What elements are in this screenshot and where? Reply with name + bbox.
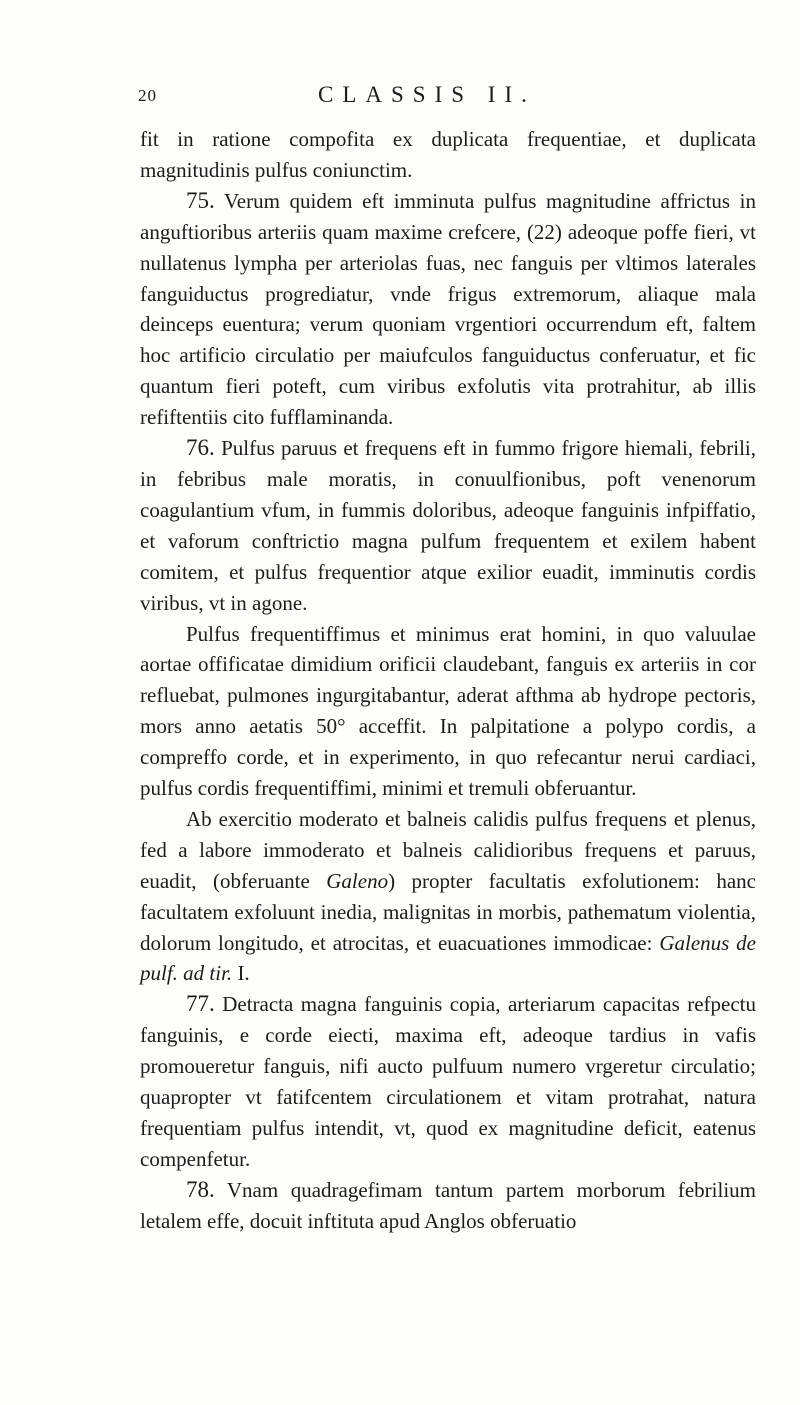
paragraph-text: Vnam quadragefimam tantum partem morborum febrilium letalem effe, docuit inftituta apud Anglos obferuatio — [140, 1177, 756, 1233]
body-text — [140, 124, 756, 1237]
citation-galeno: Galeno — [326, 868, 389, 893]
paragraph-text: fit in ratione compofita ex duplicata frequentiae, et duplicata magnitudinis pulfus coniunctim. — [140, 127, 756, 182]
section-number: 75. — [186, 187, 215, 213]
section-number: 77. — [186, 991, 215, 1017]
citation-galenus: Galenus de pulf. ad tir. — [140, 930, 756, 986]
paragraph-text: Ab exercitio moderato et balneis calidis pulfus frequens et plenus, fed a labore immoderato et balneis calidioribus frequens et paruus, euadit, (obferuante — [140, 806, 756, 893]
paragraph-text: I. — [232, 961, 250, 986]
section-number: 76. — [186, 435, 215, 461]
paragraph-77 — [140, 989, 756, 1174]
paragraph-text: Pulfus paruus et frequens eft in fummo frigore hiemali, febrili, in febribus male moratis, in conuulfionibus, poft venenorum coagulantium vfum, in fummis doloribus, adeoque fanguinis infpiffatio, et vaforum conftrictio magna pulfum frequentem et exilem habent comitem, et pulfus frequentior atque exilior euadit, imminutis cordis viribus, vt in agone. — [140, 436, 756, 615]
paragraph-78 — [140, 1175, 756, 1237]
page-header — [138, 82, 758, 116]
paragraph-text: Pulfus frequentiffimus et minimus erat homini, in quo valuulae aortae offificatae dimidium orificii claudebant, fanguis ex arteriis in cor refluebat, pulmones ingurgitabantur, aderat afthma ab hydrope pectoris, mors anno aetatis 50° acceffit. In palpitatione a polypo cordis, a compreffo corde, et in experimento, in quo refecantur nerui cardiaci, pulfus cordis frequentiffimi, minimi et tremuli obferuantur. — [140, 621, 756, 801]
running-head: CLASSIS II. — [318, 82, 536, 107]
paragraph-76 — [140, 433, 756, 618]
paragraph-text: ) propter facultatis exfolutionem: hanc facultatem exfoluunt inedia, malignitas in morbis, pathematum violentia, dolorum longitudo, et atrocitas, et euacuationes immodicae: — [140, 868, 756, 955]
page-number: 20 — [138, 86, 157, 105]
paragraph-75 — [140, 186, 756, 433]
paragraph-continuation — [140, 124, 756, 186]
section-number: 78. — [186, 1176, 215, 1202]
paragraph-text: Verum quidem eft imminuta pulfus magnitudine affrictus in anguftioribus arteriis quam maxime crefcere, (22) adeoque poffe fieri, vt nullatenus lympha per arteriolas fuas, nec fanguis per vltimos laterales fanguiductus progrediatur, vnde frigus extremorum, aliaque mala deinceps euentura; verum quoniam vrgentiori occurrendum eft, faltem hoc artificio circulatio per maiufculos fanguiductus conferuatur, et fic quantum fieri poteft, cum viribus exfolutis vita protrahitur, ab illis refiftentiis cito fufflaminanda. — [140, 188, 757, 430]
paragraph-text: Detracta magna fanguinis copia, arteriarum capacitas refpectu fanguinis, e corde eiecti, maxima eft, adeoque tardius in vafis promoueretur fanguis, nifi aucto pulfuum numero vrgeretur circulatio; quapropter vt fatifcentem circulationem et vitam protrahat, natura frequentiam pulfus intendit, vt, quod ex magnitudine deficit, eatenus compenfetur. — [140, 992, 756, 1171]
paragraph-case-report — [140, 619, 756, 804]
paragraph-exercise — [140, 804, 756, 989]
